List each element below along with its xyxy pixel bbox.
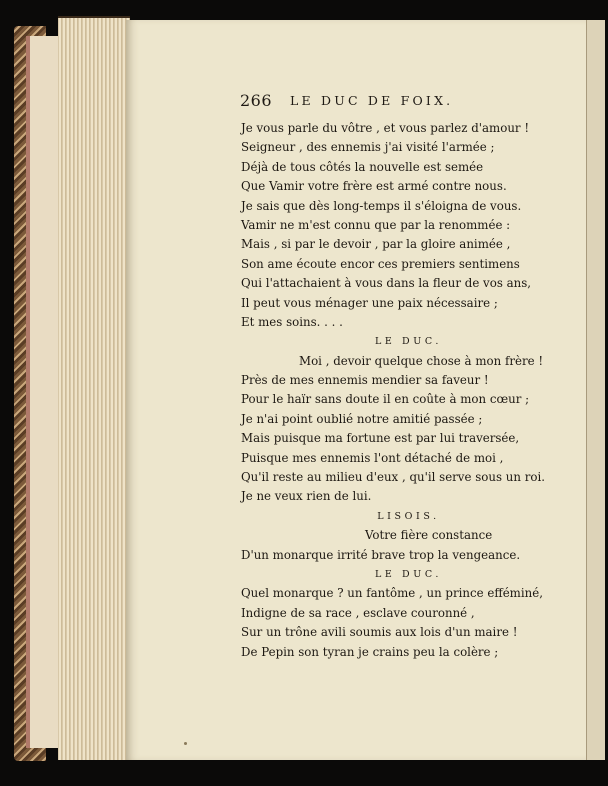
next-page-edge [586,20,605,760]
verse-line: Et mes soins. . . . [241,314,343,329]
page-number: 266 [240,91,273,110]
book-page [126,20,586,760]
verse-line: Pour le haïr sans doute il en coûte à mon cœur ; [241,392,530,407]
verse-line: Qu'il reste au milieu d'eux , qu'il serve sous un roi. [241,470,545,485]
speaker-name: LE DUC. [374,336,443,348]
verse-line: Puisque mes ennemis l'ont détaché de moi , [241,450,504,465]
verse-line: Qui l'attachaient à vous dans la fleur de vos ans, [241,276,532,291]
verse-line: Je n'ai point oublié notre amitié passée ; [241,411,483,426]
speaker-name: LE DUC. [374,568,443,580]
verse-line: Déjà de tous côtés la nouvelle est semée [241,159,484,174]
verse-line: Sur un trône avili soumis aux lois d'un maire ! [241,625,518,640]
verse-line: Quel monarque ? un fantôme , un prince efféminé, [241,586,543,601]
verse-line: Je ne veux rien de lui. [241,489,372,504]
verse-line: Près de mes ennemis mendier sa faveur ! [241,373,489,388]
verse-line: Mais puisque ma fortune est par lui traversée, [241,431,520,446]
verse-line: D'un monarque irrité brave trop la vengeance. [241,547,521,562]
ink-speck [184,742,187,745]
verse-text [241,119,576,662]
verse-line: Indigne de sa race , esclave couronné , [241,605,475,620]
verse-line: Son ame écoute encor ces premiers sentimens [241,256,520,271]
page-stack-edge [58,16,130,760]
verse-line: Seigneur , des ennemis j'ai visité l'armée ; [241,140,495,155]
verse-line: Il peut vous ménager une paix nécessaire ; [241,295,498,310]
verse-line: De Pepin son tyran je crains peu la colère ; [241,644,499,659]
verse-line: Votre fière constance [365,528,493,543]
verse-line: Je sais que dès long-temps il s'éloigna de vous. [241,198,522,213]
verse-line: Moi , devoir quelque chose à mon frère ! [299,353,544,368]
verse-line: Je vous parle du vôtre , et vous parlez d'amour ! [241,121,530,135]
running-head: LE DUC DE FOIX. [290,93,454,108]
verse-line: Vamir ne m'est connu que par la renommée : [241,217,511,232]
verse-line: Que Vamir votre frère est armé contre nous. [241,179,507,194]
speaker-name: LISOIS. [377,510,440,522]
verse-line: Mais , si par le devoir , par la gloire animée , [241,237,511,252]
